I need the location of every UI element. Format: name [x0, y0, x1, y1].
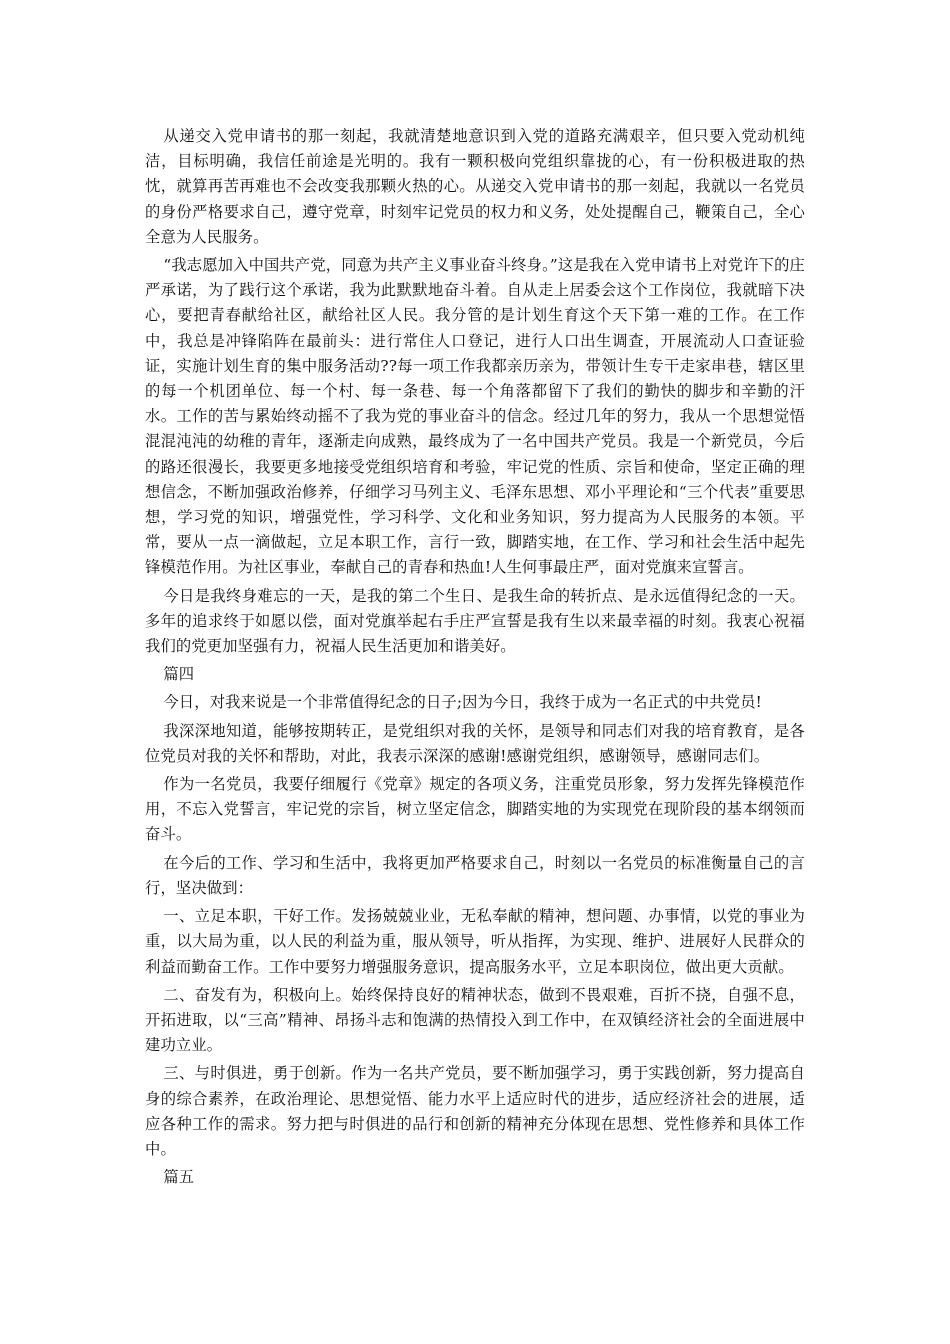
- document-body: [145, 124, 805, 1193]
- paragraph-commitment-intro: 在今后的工作、学习和生活中，我将更加严格要求自己，时刻以一名党员的标准衡量自己的言行，坚决做到：: [145, 853, 805, 897]
- paragraph-duties: 作为一名党员，我要仔细履行《党章》规定的各项义务，注重党员形象，努力发挥先锋模范作用，不忘入党誓言，牢记党的宗旨，树立坚定信念，脚踏实地的为实现党在现阶段的基本纲领而奋斗。: [145, 775, 805, 844]
- section-heading-part-five: 篇五: [163, 1168, 195, 1187]
- paragraph-point-three: 三、与时俱进，勇于创新。作为一名共产党员，要不断加强学习，勇于实践创新，努力提高自身的综合素养，在政治理论、思想觉悟、能力水平上适应时代的进步，适应经济社会的进展，适应各种工作的需求。努力把与时俱进的品行和创新的精神充分体现在思想、党性修养和具体工作中。: [145, 1064, 805, 1158]
- paragraph-point-one: 一、立足本职，干好工作。发扬兢兢业业，无私奉献的精神，想问题、办事情，以党的事业为重，以大局为重，以人民的利益为重，服从领导，听从指挥，为实现、维护、进展好人民群众的利益而勤奋工作。工作中要努力增强服务意识，提高服务水平，立足本职岗位，做出更大贡献。: [145, 907, 805, 976]
- paragraph-oath-commitment: “我志愿加入中国共产党，同意为共产主义事业奋斗终身。”这是我在入党申请书上对党许下的庄严承诺，为了践行这个承诺，我为此默默地奋斗着。自从走上居委会这个工作岗位，我就暗下决心，要把青春献给社区，献给社区人民。我分管的是计划生育这个天下第一难的工作。在工作中，我总是冲锋陷阵在最前头：进行常住人口登记，进行人口出生调查，开展流动人口查证验证，实施计划生育的集中服务活动??每一项工作我都亲历亲为，带领计生专干走家串巷，辖区里的每一个机团单位、每一个村、每一条巷、每一个角落都留下了我们的勤快的脚步和辛勤的汗水。工作的苦与累始终动摇不了我为党的事业奋斗的信念。经过几年的努力，我从一个思想觉悟混混沌沌的幼稚的青年，逐渐走向成熟，最终成为了一名中国共产党员。我是一个新党员，今后的路还很漫长，我要更多地接受党组织培育和考验，牢记党的性质、宗旨和使命，坚定正确的理想信念，不断加强政治修养，仔细学习马列主义、毛泽东思想、邓小平理论和“三个代表”重要思想，学习党的知识，增强党性，学习科学、文化和业务知识，努力提高为人民服务的本领。平常，要从一点一滴做起，立足本职工作，言行一致，脚踏实地，在工作、学习和社会生活中起先锋模范作用。为社区事业，奉献自己的青春和热血!人生何事最庄严，面对党旗来宣誓言。: [145, 256, 805, 577]
- paragraph-gratitude: 我深深地知道，能够按期转正，是党组织对我的关怀，是领导和同志们对我的培育教育，是各位党员对我的关怀和帮助，对此，我表示深深的感谢!感谢党组织，感谢领导，感谢同志们。: [145, 721, 805, 765]
- paragraph-memorable-day: 今日是我终身难忘的一天，是我的第二个生日、是我生命的转折点、是永远值得纪念的一天。多年的追求终于如愿以偿，面对党旗举起右手庄严宣誓是我有生以来最幸福的时刻。我衷心祝福我们的党更加坚强有力，祝福人民生活更加和谐美好。: [145, 586, 805, 656]
- section-heading-part-four: 篇四: [163, 665, 195, 684]
- paragraph-application-motivation: 从递交入党申请书的那一刻起，我就清楚地意识到入党的道路充满艰辛，但只要入党动机纯洁，目标明确，我信任前途是光明的。我有一颗积极向党组织靠拢的心，有一份积极进取的热忱，就算再苦再难也不会改变我那颗火热的心。从递交入党申请书的那一刻起，我就以一名党员的身份严格要求自己，遵守党章，时刻牢记党员的权力和义务，处处提醒自己，鞭策自己，全心全意为人民服务。: [145, 127, 805, 246]
- paragraph-becoming-member: 今日，对我来说是一个非常值得纪念的日子;因为今日，我终于成为一名正式的中共党员!: [163, 693, 762, 712]
- paragraph-point-two: 二、奋发有为，积极向上。始终保持良好的精神状态，做到不畏艰难，百折不挠，自强不息，开拓进取，以“三高”精神、昂扬斗志和饱满的热情投入到工作中，在双镇经济社会的全面进展中建功立业。: [145, 985, 805, 1055]
